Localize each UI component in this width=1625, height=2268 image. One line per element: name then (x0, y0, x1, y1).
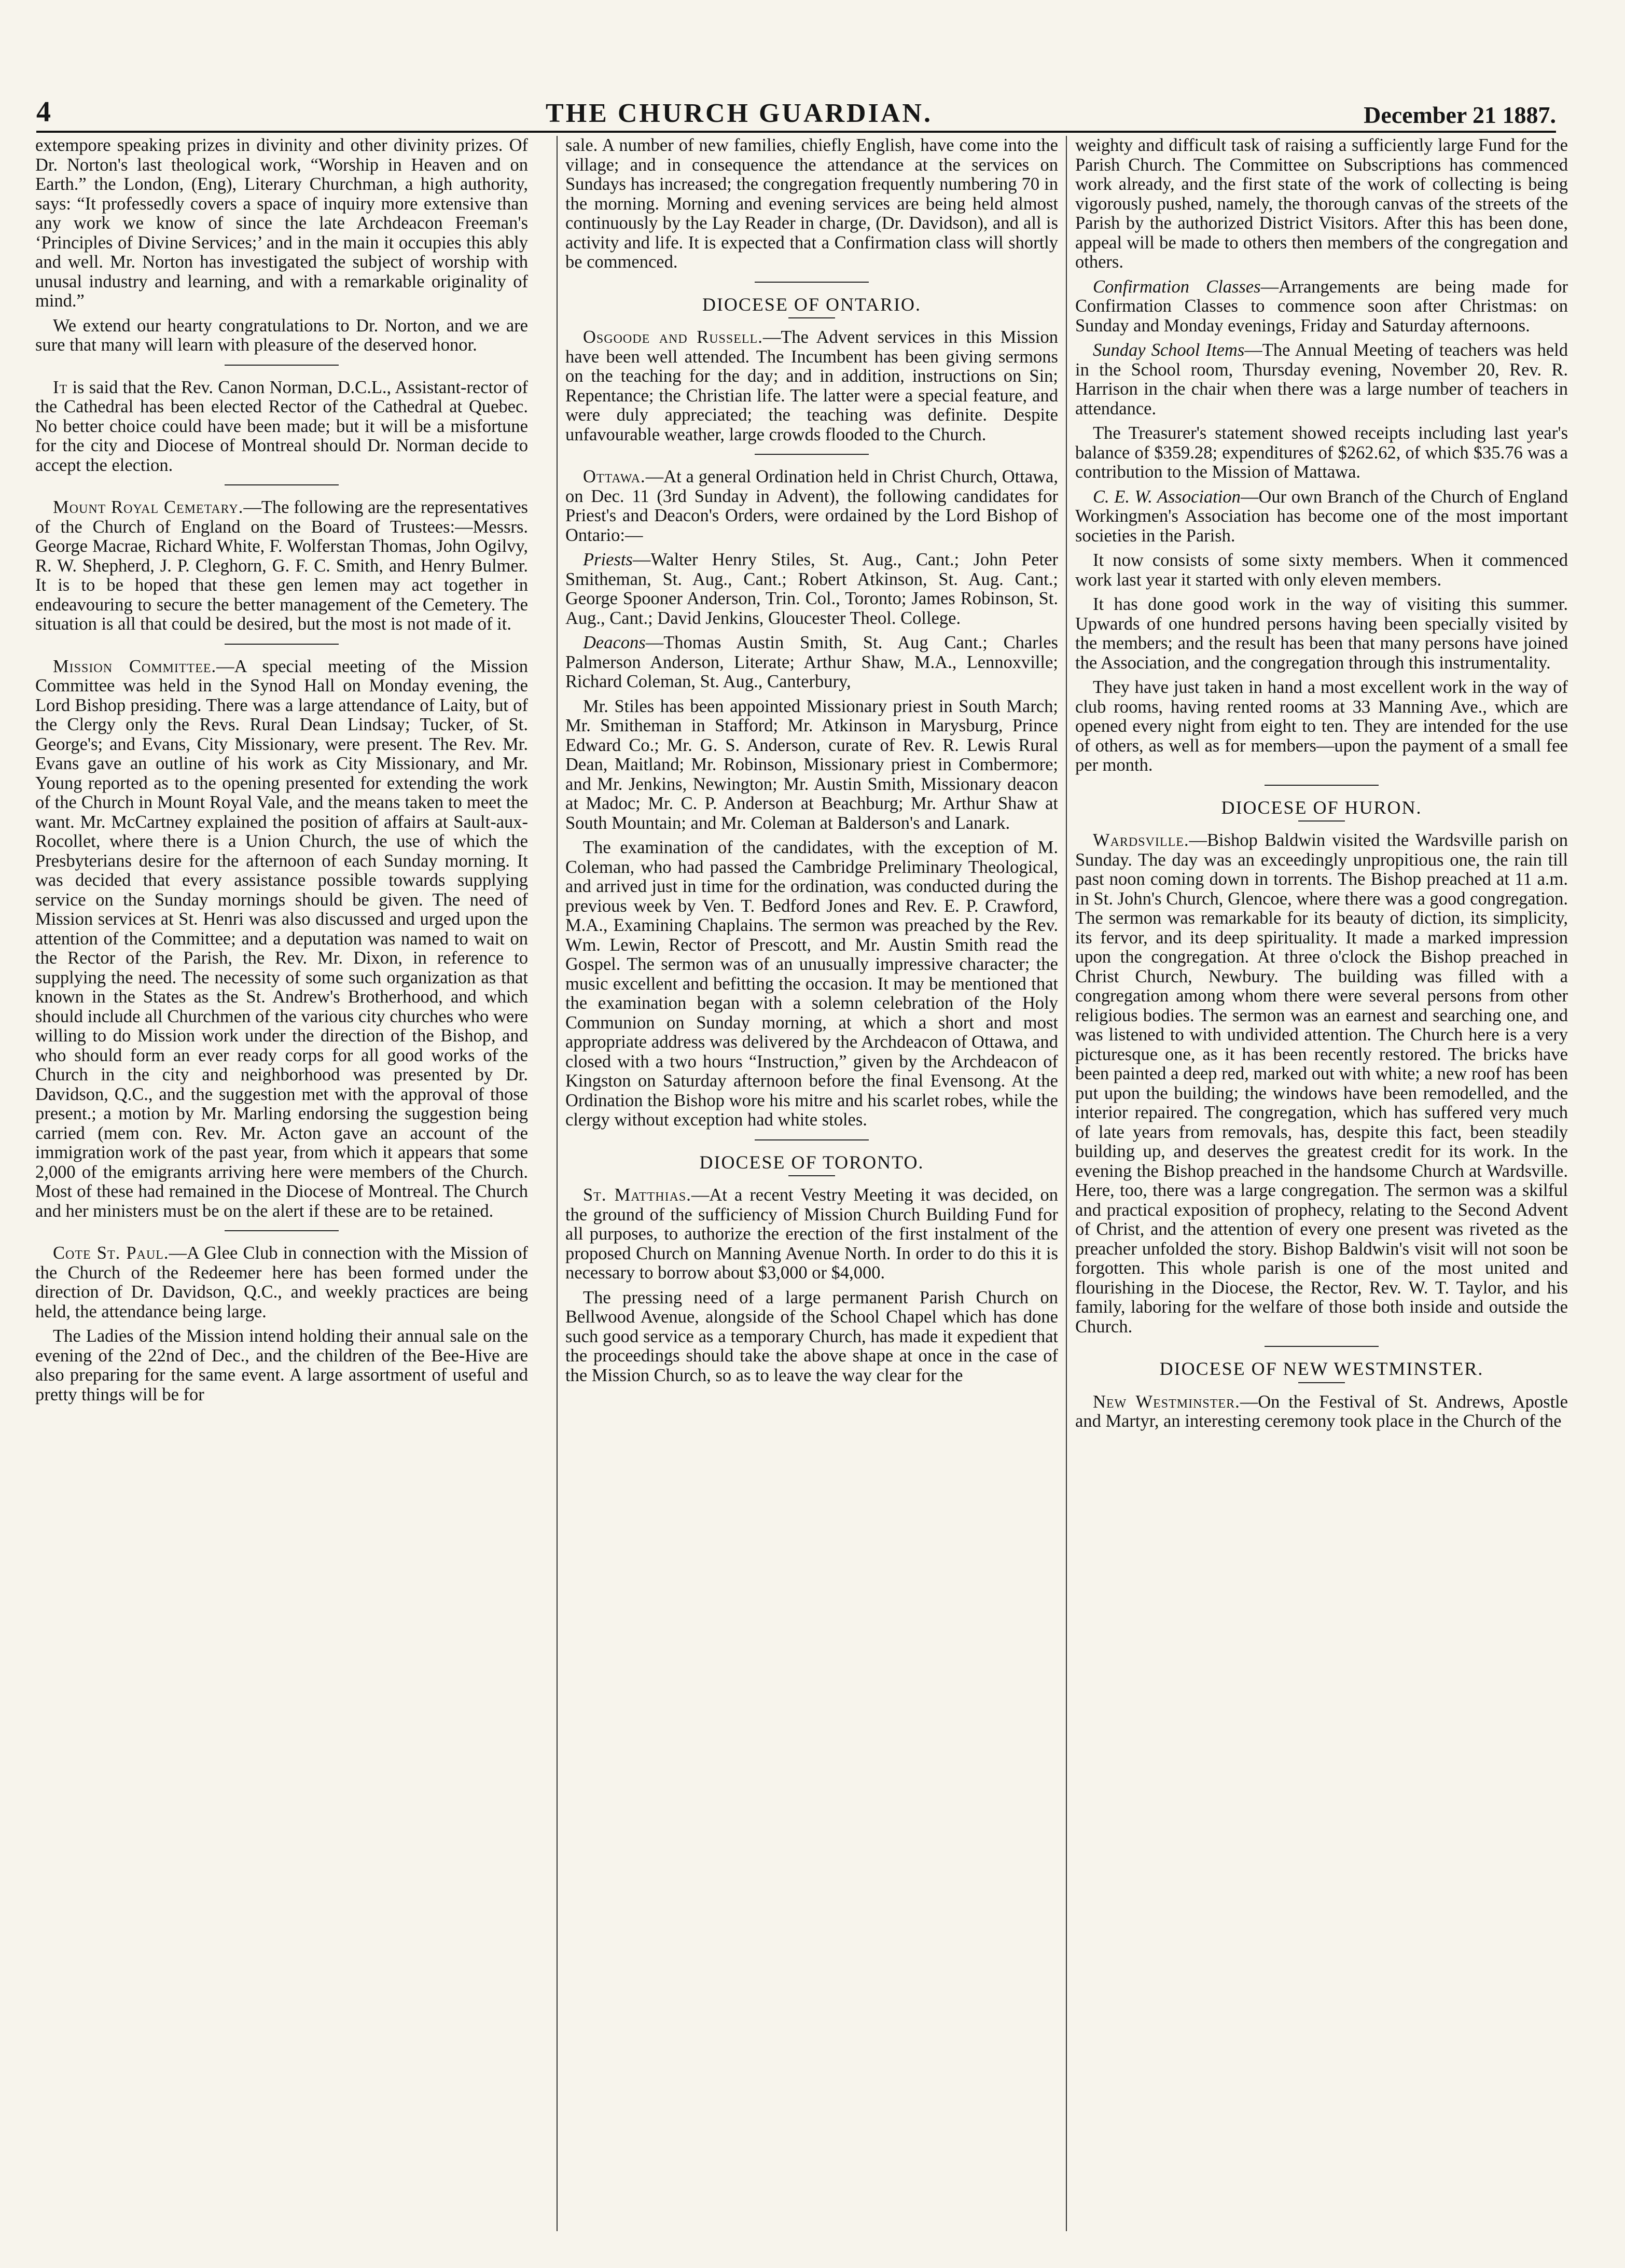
paragraph: We extend our hearty congratulations to Dr. Norton, and we are sure that many will learn with pleasure of the deserved honor. (35, 315, 528, 355)
section-heading: DIOCESE OF NEW WESTMINSTER. (1159, 1358, 1484, 1379)
paragraph (565, 467, 1058, 545)
separator-rule (755, 282, 869, 283)
paragraph (1075, 488, 1568, 546)
item-lead: Deacons (583, 633, 646, 652)
page-header (36, 87, 1556, 129)
masthead-title: THE CHURCH GUARDIAN. (546, 99, 933, 128)
paragraph: The Treasurer's statement showed receipts including last year's balance of $359.28; expenditures of $262.62, of which $35.76 was a contribution to the Mission of Mattawa. (1075, 423, 1568, 482)
item-lead: Mount Royal Cemetary. (53, 497, 244, 517)
paragraph: The examination of the candidates, with the exception of M. Coleman, who had passed the Cambridge Preliminary Theological, and arrived just in time for the ordination, was conducted during the previous week by Ven. T. Bedford Jones and Rev. E. P. Crawford, M.A., Examining Chaplains. The sermon was preached by the Rev. Wm. Lewin, Rector of Prescott, and Mr. Austin Smith read the Gospel. The sermon was of an unusually impressive character; the music excellent and befitting the occasion. It may be mentioned that the examination began with a solemn celebration of the Holy Communion on Sunday morning, at which a short and most appropriate address was delivered by the Archdeacon of Ottawa, and closed with a two hours “Instruction,” given by the Archdeacon of Kingston on Saturday afternoon before the final Evensong. At the Ordination the Bishop wore his mitre and his scarlet robes, while the clergy without exception had white stoles. (565, 838, 1058, 1130)
item-lead: Sunday School Items (1093, 340, 1245, 360)
column-divider (557, 136, 558, 2231)
item-lead: Priests (583, 550, 633, 569)
section-heading: DIOCESE OF TORONTO. (699, 1151, 924, 1173)
paragraph (1075, 277, 1568, 336)
separator-rule (225, 365, 339, 366)
column-2 (565, 136, 1058, 2231)
item-lead: C. E. W. Association (1093, 486, 1241, 507)
paragraph: The Ladies of the Mission intend holding their annual sale on the evening of the 22nd of Dec., and the children of the Bee-Hive are also preparing for the same event. A large assortment of useful and pretty things will be for (35, 1326, 528, 1404)
issue-date: December 21 1887. (1364, 102, 1556, 128)
paragraph: Mr. Stiles has been appointed Missionary priest in South March; Mr. Smitheman in Stafford; Mr. Atkinson in Marysburg, Prince Edward Co.; Mr. G. S. Anderson, curate of Rev. R. Lewis Rural Dean, Maitland; Mr. Robinson, Missionary priest in Combermore; and Mr. Jenkins, Newington; Mr. Austin Smith, Missionary deacon at Madoc; Mr. C. P. Anderson at Beachburg; Mr. Arthur Shaw at South Mountain; and Mr. Coleman at Balderson's and Lanark. (565, 696, 1058, 833)
header-rule (36, 131, 1556, 133)
paragraph (35, 1244, 528, 1321)
column-divider (1066, 136, 1067, 2231)
paragraph (1075, 1393, 1568, 1431)
item-text: —Walter Henry Stiles, St. Aug., Cant.; John Peter Smitheman, St. Aug., Cant.; Robert Atkinson, St. Aug. Cant.; George Spooner Anderson, Trin. Col., Toronto; James Robinson, St. Aug., Cant.; David Jenkins, Gloucester Theol. College. (565, 550, 1058, 628)
paragraph (565, 633, 1058, 692)
paragraph: weighty and difficult task of raising a sufficiently large Fund for the Parish Church. The Committee on Subscriptions has commenced work already, and the first state of the work of collecting is being vigorously pushed, namely, the thorough canvas of the streets of the Parish by the authorized District Visitors. After this has been done, appeal will be made to others then members of the congregation and others. (1075, 136, 1568, 272)
item-text: —A Glee Club in connection with the Mission of the Church of the Redeemer here has been formed under the direction of Dr. Davidson, Q.C., and weekly practices are being held, the attendance being large. (35, 1243, 528, 1321)
item-text: is said that the Rev. Canon Norman, D.C.L., Assistant-rector of the Cathedral has been elected Rector of the Cathedral at Quebec. No better choice could have been made; but it will be a misfortune for the city and Diocese of Montreal should Dr. Norman decide to accept the election. (35, 377, 528, 475)
item-text: —The following are the representatives of the Church of England on the Board of Trustees:—Messrs. George Macrae, Richard White, F. Wolferstan Thomas, John Ogilvy, R. W. Shepherd, J. P. Cleghorn, G. F. C. Smith, and Henry Bulmer. It is to be hoped that these gen lemen may act together in endeavouring to secure the better management of the Cemetery. The situation is all that could be desired, but the most is not made of it. (35, 497, 528, 634)
separator-rule (755, 1139, 869, 1140)
paragraph (35, 657, 528, 1221)
paragraph (565, 550, 1058, 628)
item-text: —Thomas Austin Smith, St. Aug Cant.; Charles Palmerson Anderson, Literate; Arthur Shaw, M.A., Lennoxville; Richard Coleman, St. Aug., Canterbury, (565, 633, 1058, 691)
item-text: —On the Festival of St. Andrews, Apostle and Martyr, an interesting ceremony took place in the Church of the (1075, 1392, 1568, 1431)
separator-rule (755, 454, 869, 455)
paragraph (1075, 831, 1568, 1337)
column-3 (1075, 136, 1568, 2231)
item-lead: Ottawa. (583, 467, 646, 486)
page-number: 4 (36, 96, 51, 128)
paragraph: It has done good work in the way of visiting this summer. Upwards of one hundred persons having been specially visited by the members; and the result has been that many persons have joined the Association, and the congregation through this instrumentality. (1075, 594, 1568, 673)
paragraph (35, 378, 528, 476)
separator-rule (225, 644, 339, 645)
paragraph (565, 328, 1058, 444)
item-lead: Confirmation Classes (1093, 276, 1261, 297)
separator-rule (1298, 1382, 1345, 1383)
separator-rule (1265, 1346, 1379, 1347)
item-lead: St. Matthias. (583, 1185, 691, 1205)
separator-rule (788, 317, 835, 318)
paragraph: sale. A number of new families, chiefly English, have come into the village; and in consequence the attendance at the services on Sundays has increased; the congregation frequently numbering 70 in the morning. Morning and evening services are being held almost continuously by the Lay Reader in charge, (Dr. Davidson), and all is activity and life. It is expected that a Confirmation class will shortly be commenced. (565, 136, 1058, 272)
paragraph (1075, 341, 1568, 419)
item-lead: Wardsville. (1093, 830, 1189, 850)
separator-rule (1265, 785, 1379, 786)
item-text: —Bishop Baldwin visited the Wardsville parish on Sunday. The day was an exceedingly unpropitious one, the rain till past noon coming down in torrents. The Bishop preached at 11 a.m. in St. John's Church, Glencoe, where there was a good congregation. The sermon was remarkable for its beauty of diction, its simplicity, its fervor, and its deep spirituality. It made a marked impression upon the congregation. At three o'clock the Bishop preached in Christ Church, Newbury. The building was filled with a congregation among whom there were several persons from other religious bodies. The sermon was an earnest and searching one, and was listened to with undivided attention. The Church here is a very picturesque one, as it has been recently restored. The bricks have been painted a deep red, marked out with white; a new roof has been put upon the building; the windows have been remodelled, and the interior repaired. The congregation, which has suffered very much of late years from removals, has, despite this fact, been steadily building up, and deserves the greatest credit for its work. In the evening the Bishop preached in the handsome Church at Wardsville. Here, too, there was a large congregation. The sermon was a skilful and practical exposition of prophecy, relating to the Second Advent of Christ, and the attention of every one present was riveted as the preacher unfolded the story. Bishop Baldwin's visit will not soon be forgotten. This whole parish is one of the most united and flourishing in the Diocese, the Rector, Rev. W. T. Taylor, and his family, laboring for the welfare of those both inside and outside the Church. (1075, 830, 1568, 1337)
paragraph (35, 498, 528, 634)
paragraph: It now consists of some sixty members. When it commenced work last year it started with only eleven members. (1075, 550, 1568, 590)
item-lead: Mission Committee. (53, 656, 217, 676)
item-text: —The Annual Meeting of teachers was held in the School room, Thursday evening, November 20, Rev. R. Harrison in the chair when there was a large number of teachers in attendance. (1075, 340, 1568, 419)
item-text: —At a general Ordination held in Christ Church, Ottawa, on Dec. 11 (3rd Sunday in Advent), the following candidates for Priest's and Deacon's Orders, were ordained by the Lord Bishop of Ontario:— (565, 467, 1058, 545)
paragraph: The pressing need of a large permanent Parish Church on Bellwood Avenue, alongside of the School Chapel which has done such good service as a temporary Church, has made it expedient that the proceedings should take the above shape at once in the case of the Mission Church, so as to leave the way clear for the (565, 1287, 1058, 1385)
item-lead: Osgoode and Russell. (583, 327, 763, 347)
item-text: —The Advent services in this Mission have been well attended. The Incumbent has been giving sermons on the teaching for the day; and in addition, instructions on Sin; Repentance; the Christian life. The latter were a special feature, and were duly appreciated; the teaching was definite. Despite unfavourable weather, large crowds flooded to the Church. (565, 327, 1058, 444)
paragraph: extempore speaking prizes in divinity and other divinity prizes. Of Dr. Norton's last theological work, “Worship in Heaven and on Earth.” the London, (Eng), Literary Churchman, a high authority, says: “It professedly covers a space of inquiry more extensive than any work we know of since the late Archdeacon Freeman's ‘Principles of Divine Services;’ and in the main it occupies this ably and well. Mr. Norton has investigated the subject of worship with unusal industry and learning, and with a remarkable originality of mind.” (35, 136, 528, 311)
item-text: —At a recent Vestry Meeting it was decided, on the ground of the sufficiency of Mission Church Building Fund for all purposes, to authorize the erection of the first instalment of the proposed Church on Manning Avenue North. In order to do this it is necessary to borrow about $3,000 or $4,000. (565, 1185, 1058, 1283)
separator-rule (225, 1230, 339, 1231)
item-lead: Cote St. Paul. (53, 1243, 169, 1263)
item-text: —A special meeting of the Mission Committee was held in the Synod Hall on Monday evening, the Lord Bishop presiding. There was a large attendance of Laity, but of the Clergy only the Revs. Rural Dean Lindsay; Tucker, of St. George's; and Evans, City Missionary, were present. The Rev. Mr. Evans gave an outline of his work as City Missionary, and Mr. Young reported as to the opening presented for extending the work of the Church in Mount Royal Vale, and the means taken to meet the want. Mr. McCartney explained the position of affairs at Sault-aux-Rocollet, where there is a Union Church, the use of which the Presbyterians desire for the afternoon of each Sunday morning. It was decided that every assistance possible towards supplying service on the Sunday mornings should be given. The need of Mission services at St. Henri was also discussed and urged upon the attention of the Committee; and a deputation was named to wait on the Rector of the Parish, the Rev. Mr. Dixon, in reference to supplying the need. The necessity of some such organization as that known in the States as the St. Andrew's Brotherhood, and which should include all Churchmen of the various city churches who were willing to do Mission work under the direction of the Bishop, and who should form an ever ready corps for all good works of the Church in the city and neighborhood was presented by Dr. Davidson, Q.C., and the suggestion met with the approval of those present.; a motion by Mr. Marling endorsing the suggestion being carried (mem con. Rev. Mr. Acton gave an account of the immigration work of the past year, from which it appears that some 2,000 of the emigrants arriving here were members of the Church. Most of these had remained in the Diocese of Montreal. The Church and her ministers must be on the alert if these are to be retained. (35, 656, 528, 1221)
separator-rule (225, 484, 339, 485)
separator-rule (1298, 820, 1345, 822)
section-heading: DIOCESE OF HURON. (1221, 797, 1422, 818)
paragraph (565, 1186, 1058, 1283)
item-text: —Our own Branch of the Church of England Workingmen's Association has become one of the most important societies in the Parish. (1075, 486, 1568, 546)
item-lead: New Westminster. (1093, 1392, 1240, 1412)
column-1 (35, 136, 528, 2231)
item-text: —Arrangements are being made for Confirmation Classes to commence soon after Christmas: on Sunday and Monday evenings, Friday and Saturday afternoons. (1075, 276, 1568, 336)
item-lead: It (53, 377, 68, 397)
paragraph: They have just taken in hand a most excellent work in the way of club rooms, having rented rooms at 33 Manning Ave., which are opened every night from eight to ten. They are intended for the use of others, as well as for members—upon the payment of a small fee per month. (1075, 677, 1568, 775)
section-heading: DIOCESE OF ONTARIO. (702, 294, 922, 315)
separator-rule (788, 1175, 835, 1176)
